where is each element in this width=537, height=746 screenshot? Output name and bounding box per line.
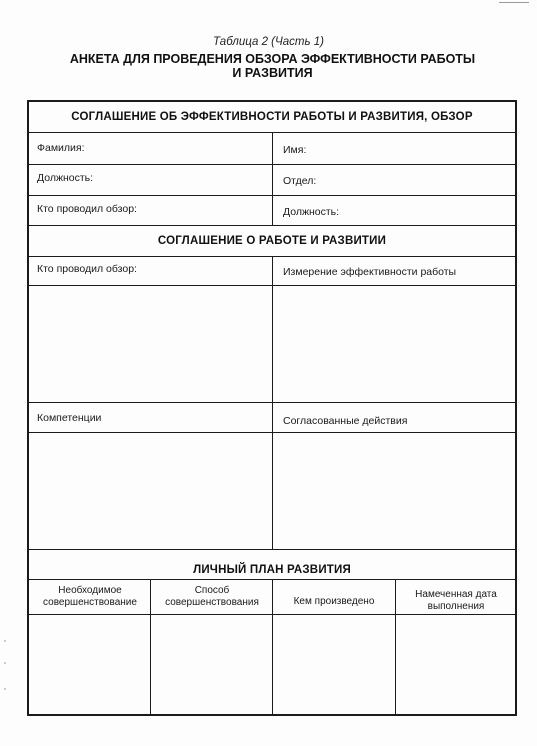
column-divider	[395, 579, 396, 716]
divider	[29, 225, 515, 226]
document-title-line1: АНКЕТА ДЛЯ ПРОВЕДЕНИЯ ОБЗОРА ЭФФЕКТИВНОСТИ РАБОТЫ	[69, 52, 476, 66]
reviewer-position-label: Должность:	[283, 206, 340, 218]
divider	[29, 549, 515, 550]
column-divider	[272, 132, 273, 225]
column-divider	[272, 579, 273, 716]
table-caption: Таблица 2 (Часть 1)	[213, 36, 324, 48]
review-form	[27, 100, 517, 716]
first-name-label: Имя:	[283, 144, 307, 156]
column-divider	[150, 579, 151, 716]
agreed-actions-label: Согласованные действия	[283, 415, 408, 427]
performance-measurement-label: Измерение эффективности работы	[283, 266, 457, 278]
competencies-label: Компетенции	[37, 412, 102, 424]
column-header: Кем произведено	[293, 596, 375, 607]
document-title-line2: И РАЗВИТИЯ	[232, 66, 313, 80]
surname-label: Фамилия:	[37, 142, 85, 154]
scan-mark	[499, 2, 529, 3]
section-agreement-title: СОГЛАШЕНИЕ О РАБОТЕ И РАЗВИТИИ	[157, 235, 387, 247]
column-header: Необходимое совершенствование	[43, 585, 137, 608]
scan-speck	[4, 688, 6, 690]
column-divider	[272, 256, 273, 549]
document-title	[40, 52, 505, 80]
section-review-title: СОГЛАШЕНИЕ ОБ ЭФФЕКТИВНОСТИ РАБОТЫ И РАЗВИТИЯ, ОБЗОР	[71, 111, 473, 123]
column-header: Намеченная дата выполнения	[415, 589, 497, 612]
scan-speck	[4, 640, 6, 642]
department-label: Отдел:	[283, 175, 317, 187]
position-label: Должность:	[37, 172, 94, 184]
scan-speck	[4, 662, 6, 664]
agreement-reviewer-label: Кто проводил обзор:	[37, 263, 137, 275]
reviewer-label: Кто проводил обзор:	[37, 203, 137, 215]
section-development-plan-title: ЛИЧНЫЙ ПЛАН РАЗВИТИЯ	[193, 564, 351, 576]
column-header: Способ совершенствования	[165, 585, 259, 608]
